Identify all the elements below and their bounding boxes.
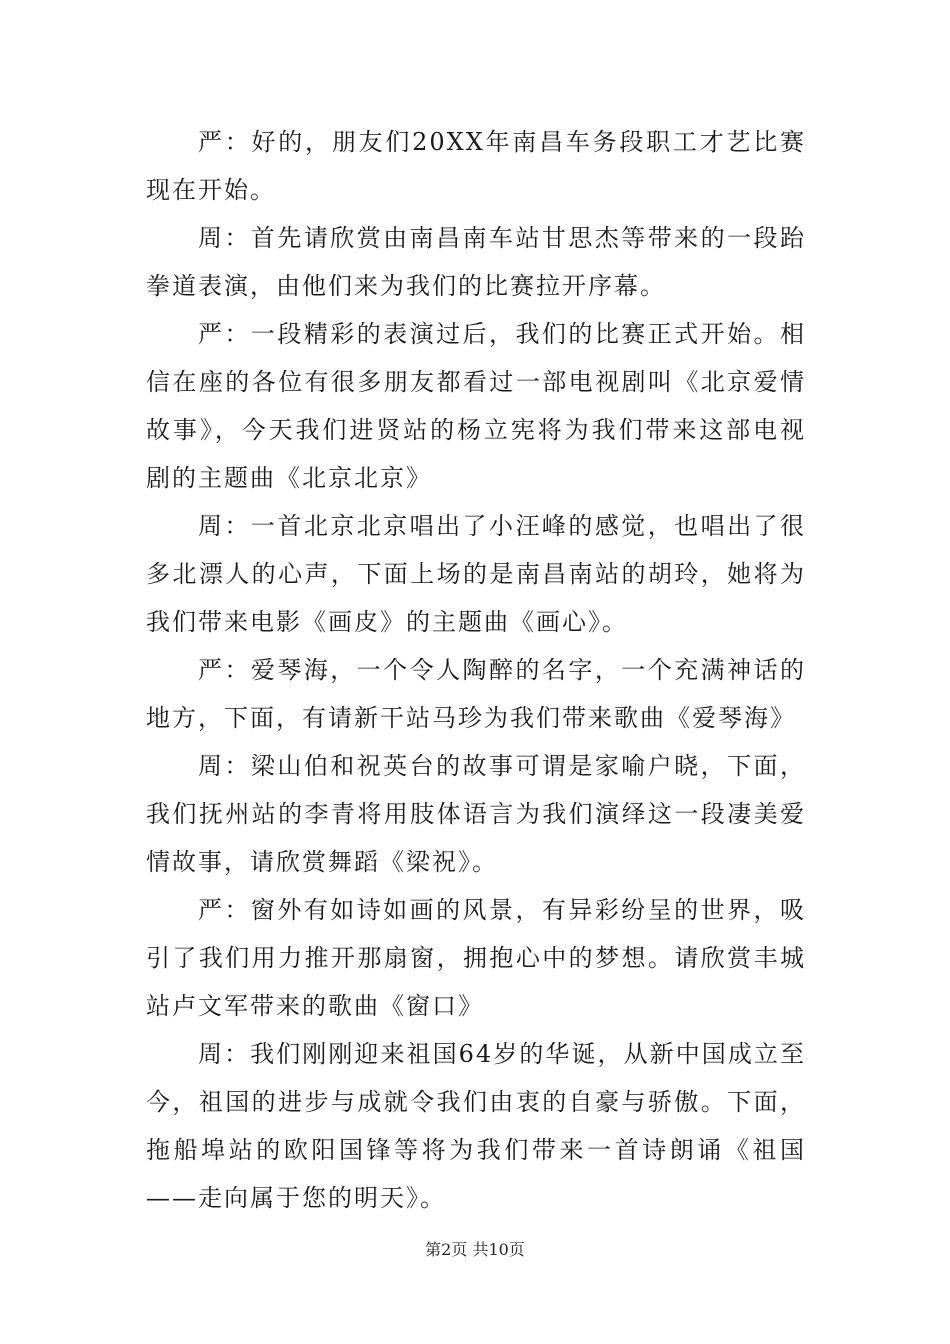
paragraph-7: 严：窗外有如诗如画的风景，有异彩纷呈的世界，吸引了我们用力推开那扇窗，拥抱心中的梦想。请欣赏丰城站卢文军带来的歌曲《窗口》 bbox=[146, 896, 806, 1020]
paragraph-4: 周：一首北京北京唱出了小汪峰的感觉，也唱出了很多北漂人的心声，下面上场的是南昌南站的胡玲，她将为我们带来电影《画皮》的主题曲《画心》。 bbox=[146, 512, 806, 636]
document-body bbox=[146, 118, 806, 1222]
paragraph-3: 严：一段精彩的表演过后，我们的比赛正式开始。相信在座的各位有很多朋友都看过一部电视剧叫《北京爱情故事》，今天我们进贤站的杨立宪将为我们带来这部电视剧的主题曲《北京北京》 bbox=[146, 320, 806, 492]
paragraph-2: 周：首先请欣赏由南昌南车站甘思杰等带来的一段跆拳道表演，由他们来为我们的比赛拉开序幕。 bbox=[146, 224, 806, 300]
paragraph-8: 周：我们刚刚迎来祖国64岁的华诞，从新中国成立至今，祖国的进步与成就令我们由衷的自豪与骄傲。下面，拖船埠站的欧阳国锋等将为我们带来一首诗朗诵《祖国——走向属于您的明天》。 bbox=[146, 1040, 806, 1212]
paragraph-5: 严：爱琴海，一个令人陶醉的名字，一个充满神话的地方，下面，有请新干站马珍为我们带来歌曲《爱琴海》 bbox=[146, 656, 806, 732]
page-number-footer: 第2页 共10页 bbox=[425, 1240, 525, 1259]
paragraph-1: 严：好的，朋友们20XX年南昌车务段职工才艺比赛现在开始。 bbox=[146, 128, 806, 204]
paragraph-6: 周：梁山伯和祝英台的故事可谓是家喻户晓，下面，我们抚州站的李青将用肢体语言为我们演绎这一段凄美爱情故事，请欣赏舞蹈《梁祝》。 bbox=[146, 752, 806, 876]
